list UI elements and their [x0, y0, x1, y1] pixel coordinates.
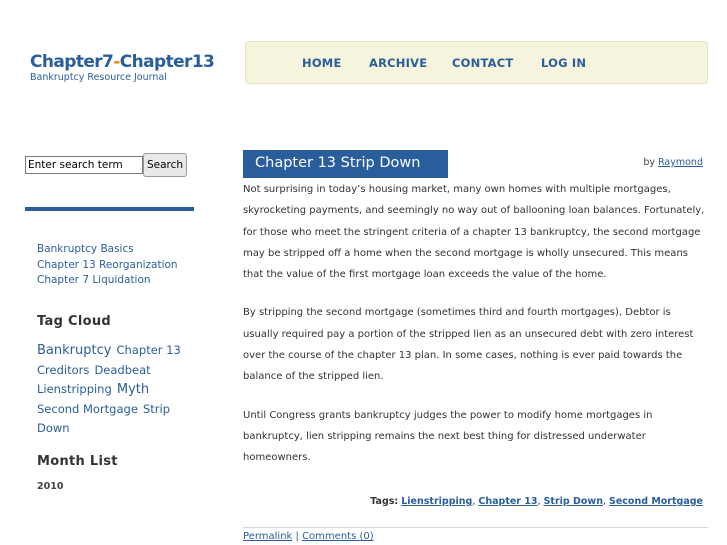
post-paragraph: By stripping the second mortgage (sometimes third and fourth mortgages), Debtor is usually required pay a portion of the stripped lien as an unsecured debt with zero interest over the course of the chapter 13 plan. In some cases, nothing is ever paid towards the balance of the stripped lien.: [243, 307, 694, 383]
tag-link[interactable]: Bankruptcy: [37, 343, 112, 358]
tag-link[interactable]: Second Mortgage: [37, 401, 138, 416]
tag-link[interactable]: Creditors: [37, 362, 90, 377]
site-logo[interactable]: [30, 52, 230, 84]
post-body: [243, 179, 708, 486]
logo-subtitle: Bankruptcy Resource Journal: [30, 72, 167, 83]
post-paragraph: Until Congress grants bankruptcy judges the power to modify home mortgages in bankruptcy, lien stripping remains the next best thing for distressed underwater homeowners.: [243, 409, 653, 464]
footer-separator: |: [295, 531, 299, 542]
post-tag-link[interactable]: Second Mortgage: [609, 496, 703, 507]
nav-archive[interactable]: ARCHIVE: [369, 56, 428, 70]
month-item[interactable]: 2010: [37, 481, 64, 492]
tag-link[interactable]: Strip: [143, 401, 171, 416]
tag-link[interactable]: Deadbeat: [94, 362, 151, 377]
author-link[interactable]: Raymond: [658, 157, 703, 168]
post-tag-link[interactable]: Chapter 13: [478, 496, 538, 507]
tag-link[interactable]: Down: [37, 421, 70, 435]
post-footer-divider: [243, 527, 708, 528]
category-link[interactable]: Chapter 13 Reorganization: [37, 258, 178, 271]
tag-cloud-heading: Tag Cloud: [37, 314, 111, 329]
tag-link[interactable]: Myth: [116, 382, 150, 397]
tag-link[interactable]: Chapter 13: [116, 343, 181, 357]
sidebar-divider: [25, 207, 194, 211]
comments-link[interactable]: Comments (0): [302, 531, 374, 542]
category-link[interactable]: Chapter 7 Liquidation: [37, 274, 151, 286]
byline-prefix: by: [643, 157, 655, 168]
post-tags: Tags: Lienstripping, Chapter 13, Strip Down, Second Mortgage: [370, 496, 703, 507]
post-tag-link[interactable]: Lienstripping: [401, 496, 473, 507]
nav-home[interactable]: HOME: [302, 56, 342, 70]
category-link[interactable]: Bankruptcy Basics: [37, 243, 134, 255]
tag-cloud: [37, 340, 187, 438]
post-tag-link[interactable]: Strip Down: [543, 496, 603, 507]
post-title[interactable]: Chapter 13 Strip Down: [255, 155, 421, 171]
nav-login[interactable]: LOG IN: [541, 56, 587, 70]
post-footer: [243, 531, 374, 542]
post-paragraph: Not surprising in today’s housing market, many own homes with multiple mortgages, skyrocketing payments, and seemingly no way out of ballooning loan balances. Fortunately, for those who meet the stringent criteria of a chapter 13 bankruptcy, the second mortgage may be stripped off a home when the second mortgage is wholly unsecured. This means that the value of the first mortgage loan exceeds the value of the home.: [243, 184, 705, 281]
search-input[interactable]: [25, 156, 143, 174]
tags-label: Tags:: [370, 496, 399, 507]
tag-link[interactable]: Lienstripping: [37, 382, 112, 396]
nav-contact[interactable]: CONTACT: [452, 56, 514, 70]
post-byline: [643, 157, 703, 168]
search-button[interactable]: Search: [143, 153, 187, 177]
category-list: [37, 242, 178, 289]
logo-title: Chapter7-Chapter13: [30, 52, 215, 72]
post-title-bar: [243, 150, 448, 178]
main-nav: [245, 41, 708, 84]
permalink-link[interactable]: Permalink: [243, 531, 293, 542]
month-list-heading: Month List: [37, 454, 118, 469]
